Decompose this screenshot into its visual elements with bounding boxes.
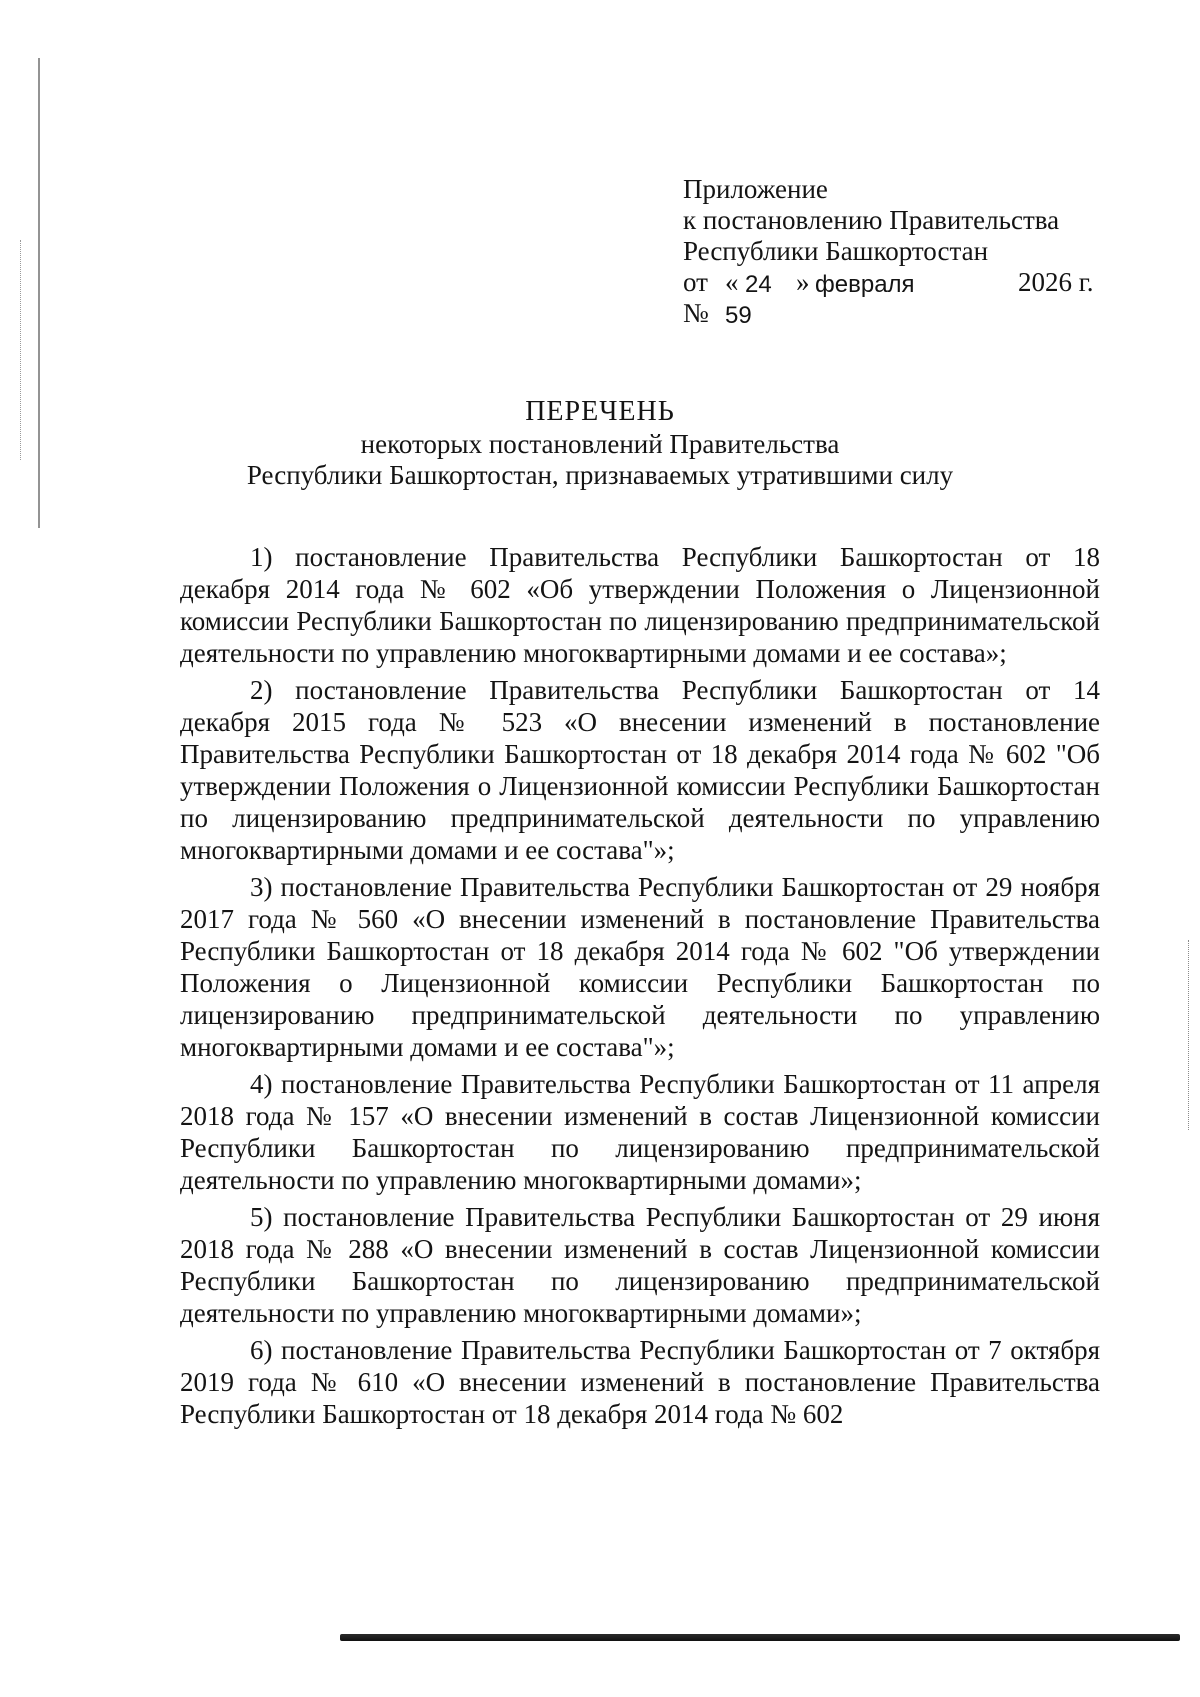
number-value: 59	[725, 302, 752, 329]
scan-bottom-edge	[340, 1634, 1180, 1641]
appendix-label: Приложение	[683, 174, 828, 204]
scan-noise-right	[1188, 940, 1190, 1130]
appendix-header	[683, 174, 1094, 329]
appendix-date	[683, 267, 1094, 298]
resolutions-list	[180, 541, 1100, 1435]
list-item: 2) постановление Правительства Республики Башкортостан от 14 декабря 2015 года № 523 «О внесении изменений в постановление Правительства Республики Башкортостан от 18 декабря 2014 года № 602 "Об утверждении Положения о Лицензионной комиссии Республики Башкортостан по лицензированию предпринимательской деятельности по управлению многоквартирными домами и ее состава"»;	[180, 675, 1100, 865]
date-month: февраля	[815, 271, 915, 298]
list-item: 6) постановление Правительства Республики Башкортостан от 7 октября 2019 года № 610 «О внесении изменений в постановление Правительства Республики Башкортостан от 18 декабря 2014 года № 602	[180, 1335, 1100, 1429]
date-day: 24	[745, 271, 772, 298]
list-item: 1) постановление Правительства Республики Башкортостан от 18 декабря 2014 года № 602 «Об утверждении Положения о Лицензионной комиссии Республики Башкортостан по лицензированию предпринимательской деятельности по управлению многоквартирными домами и ее состава»;	[180, 542, 1100, 668]
list-item: 4) постановление Правительства Республики Башкортостан от 11 апреля 2018 года № 157 «О внесении изменений в состав Лицензионной комиссии Республики Башкортостан по лицензированию предпринимательской деятельности по управлению многоквартирными домами»;	[180, 1069, 1100, 1195]
list-heading	[0, 395, 1200, 491]
appendix-republic-line: Республики Башкортостан	[683, 236, 989, 266]
subtitle-line-1: некоторых постановлений Правительства	[360, 429, 840, 459]
date-prefix: от	[683, 267, 708, 297]
page-title: ПЕРЕЧЕНЬ	[525, 396, 675, 427]
appendix-resolution-line: к постановлению Правительства	[683, 205, 1060, 235]
date-year: 2026 г.	[1018, 267, 1094, 297]
date-open-quote: «	[725, 267, 739, 297]
list-item: 3) постановление Правительства Республики Башкортостан от 29 ноября 2017 года № 560 «О внесении изменений в постановление Правительства Республики Башкортостан от 18 декабря 2014 года № 602 "Об утверждении Положения о Лицензионной комиссии Республики Башкортостан по лицензированию предпринимательской деятельности по управлению многоквартирными домами и ее состава"»;	[180, 872, 1100, 1062]
list-item: 5) постановление Правительства Республики Башкортостан от 29 июня 2018 года № 288 «О внесении изменений в состав Лицензионной комиссии Республики Башкортостан по лицензированию предпринимательской деятельности по управлению многоквартирными домами»;	[180, 1202, 1100, 1328]
date-close-quote: »	[796, 267, 810, 297]
number-prefix: №	[683, 298, 709, 328]
appendix-number	[683, 298, 1059, 329]
subtitle-line-2: Республики Башкортостан, признаваемых утратившими силу	[246, 460, 954, 490]
